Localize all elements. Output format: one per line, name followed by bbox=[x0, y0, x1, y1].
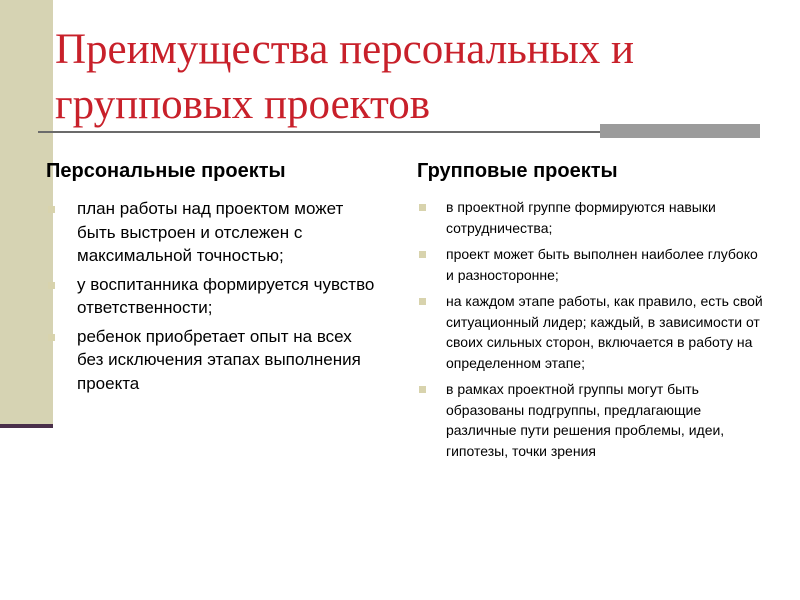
square-bullet-icon bbox=[419, 204, 426, 211]
list-item bbox=[417, 197, 767, 238]
square-bullet-icon bbox=[48, 334, 55, 341]
square-bullet-icon bbox=[48, 206, 55, 213]
list-item-text: проект может быть выполнен наиболее глубоко и разносторонне; bbox=[446, 246, 758, 283]
group-projects-column bbox=[417, 157, 767, 467]
personal-projects-column bbox=[46, 157, 376, 400]
list-item bbox=[46, 273, 376, 320]
group-projects-list bbox=[417, 197, 767, 461]
list-item-text: ребенок приобретает опыт на всех без исключения этапах выполнения проекта bbox=[77, 326, 361, 393]
decorative-side-band-underline bbox=[0, 424, 53, 428]
list-item-text: в проектной группе формируются навыки сотрудничества; bbox=[446, 199, 716, 236]
slide-title: Преимущества персональных и групповых проектов bbox=[55, 26, 634, 128]
square-bullet-icon bbox=[48, 282, 55, 289]
list-item-text: в рамках проектной группы могут быть образованы подгруппы, предлагающие различные пути решения проблемы, идеи, гипотезы, точки зрения bbox=[446, 381, 725, 459]
list-item bbox=[46, 325, 376, 396]
square-bullet-icon bbox=[419, 251, 426, 258]
list-item-text: план работы над проектом может быть выстроен и отслежен с максимальной точностью; bbox=[77, 199, 344, 265]
title-divider-accent bbox=[600, 124, 760, 138]
personal-projects-list bbox=[46, 197, 376, 395]
square-bullet-icon bbox=[419, 298, 426, 305]
personal-projects-heading: Персональные проекты bbox=[46, 160, 286, 182]
list-item bbox=[417, 244, 767, 285]
group-projects-heading: Групповые проекты bbox=[417, 160, 618, 182]
list-item bbox=[417, 291, 767, 373]
square-bullet-icon bbox=[419, 386, 426, 393]
list-item bbox=[46, 197, 376, 268]
list-item-text: у воспитанника формируется чувство ответственности; bbox=[77, 274, 375, 317]
list-item-text: на каждом этапе работы, как правило, есть свой ситуационный лидер; каждый, в зависимости от своих сильных сторон, включается в работу на определенном этапе; bbox=[446, 293, 763, 371]
list-item bbox=[417, 379, 767, 461]
